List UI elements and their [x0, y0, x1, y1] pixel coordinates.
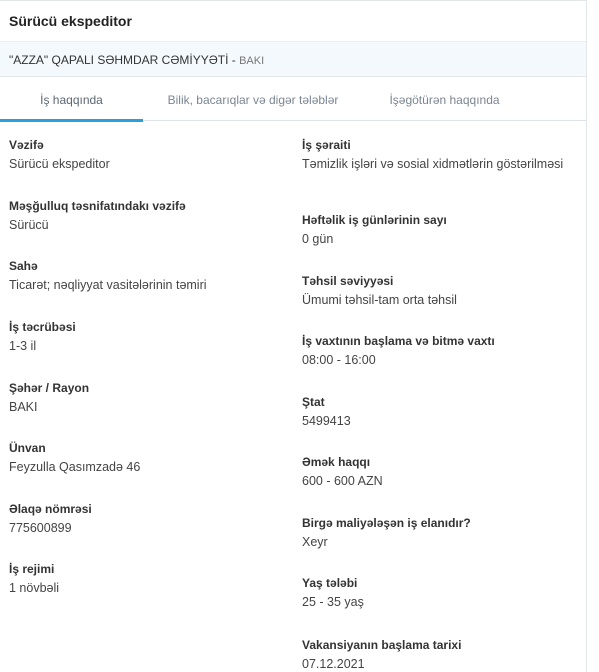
tab-label: Bilik, bacarıqlar və digər tələblər: [167, 92, 339, 107]
field-classified-position: [9, 199, 289, 232]
field-value: 08:00 - 16:00: [302, 353, 376, 367]
field-value: 25 - 35 yaş: [302, 595, 364, 609]
company-name-line: [9, 53, 264, 67]
field-label: Əmək haqqı: [302, 455, 371, 469]
company-city: BAKI: [239, 55, 265, 67]
field-cofinanced: [302, 516, 582, 549]
field-label: İş rejimi: [9, 562, 55, 576]
tab-skills-requirements[interactable]: [143, 78, 363, 121]
field-vacancy-start-date: [302, 638, 582, 671]
field-work-hours: [302, 334, 582, 367]
field-label: İş vaxtının başlama və bitmə vaxtı: [302, 334, 495, 348]
field-work-mode: [9, 562, 289, 595]
active-tab-indicator: [0, 119, 143, 122]
field-city: [9, 381, 289, 414]
field-value: Sürücü: [9, 218, 49, 232]
tab-about-job[interactable]: [0, 78, 143, 121]
field-value: Feyzulla Qasımzadə 46: [9, 460, 141, 474]
field-label: Ünvan: [9, 441, 46, 455]
field-value: 07.12.2021: [302, 657, 365, 671]
field-value: 600 - 600 AZN: [302, 474, 383, 488]
field-experience: [9, 320, 289, 353]
field-sector: [9, 259, 289, 292]
field-value: Ümumi təhsil-tam orta təhsil: [302, 293, 457, 307]
tab-label: İş haqqında: [40, 92, 103, 107]
field-label: Ştat: [302, 395, 325, 409]
field-label: Sahə: [9, 259, 38, 273]
field-weekly-workdays: [302, 213, 582, 246]
field-value: Təmizlik işləri və sosial xidmətlərin göstərilməsi: [302, 157, 564, 171]
field-position: [9, 138, 289, 171]
field-value: 0 gün: [302, 232, 334, 246]
field-value: BAKI: [9, 400, 38, 414]
field-label: Şəhər / Rayon: [9, 381, 90, 395]
field-value: Sürücü ekspeditor: [9, 157, 110, 171]
field-staff-id: [302, 395, 582, 428]
field-age-requirement: [302, 576, 582, 609]
field-value: 1-3 il: [9, 339, 37, 353]
field-value: Ticarət; nəqliyyat vasitələrinin təmiri: [9, 278, 207, 292]
field-label: Həftəlik iş günlərinin sayı: [302, 213, 447, 227]
field-address: [9, 441, 289, 474]
tab-about-employer[interactable]: [363, 78, 526, 121]
field-label: Vakansiyanın başlama tarixi: [302, 638, 462, 652]
field-label: Təhsil səviyyəsi: [302, 274, 394, 288]
tab-label: İşəgötürən haqqında: [389, 92, 500, 107]
field-value: Xeyr: [302, 535, 328, 549]
field-value: 5499413: [302, 414, 351, 428]
company-name: "AZZA" QAPALI SƏHMDAR CƏMİYYƏTİ: [9, 53, 229, 67]
field-value: 775600899: [9, 521, 72, 535]
tab-bar: [0, 78, 586, 121]
field-label: Vəzifə: [9, 138, 44, 152]
field-value: 1 növbəli: [9, 581, 60, 595]
field-label: Məşğulluq təsnifatındakı vəzifə: [9, 199, 186, 213]
field-label: Yaş tələbi: [302, 576, 358, 590]
page-title: Sürücü ekspeditor: [9, 13, 132, 29]
field-label: Birgə maliyələşən iş elanıdır?: [302, 516, 471, 530]
field-label: İş təcrübəsi: [9, 320, 76, 334]
field-salary: [302, 455, 582, 488]
field-education-level: [302, 274, 582, 307]
field-contact-number: [9, 502, 289, 535]
company-bar: [0, 41, 586, 77]
field-label: İş şəraiti: [302, 138, 351, 152]
field-work-conditions: [302, 138, 582, 171]
company-separator: -: [228, 53, 240, 67]
field-label: Əlaqə nömrəsi: [9, 502, 92, 516]
